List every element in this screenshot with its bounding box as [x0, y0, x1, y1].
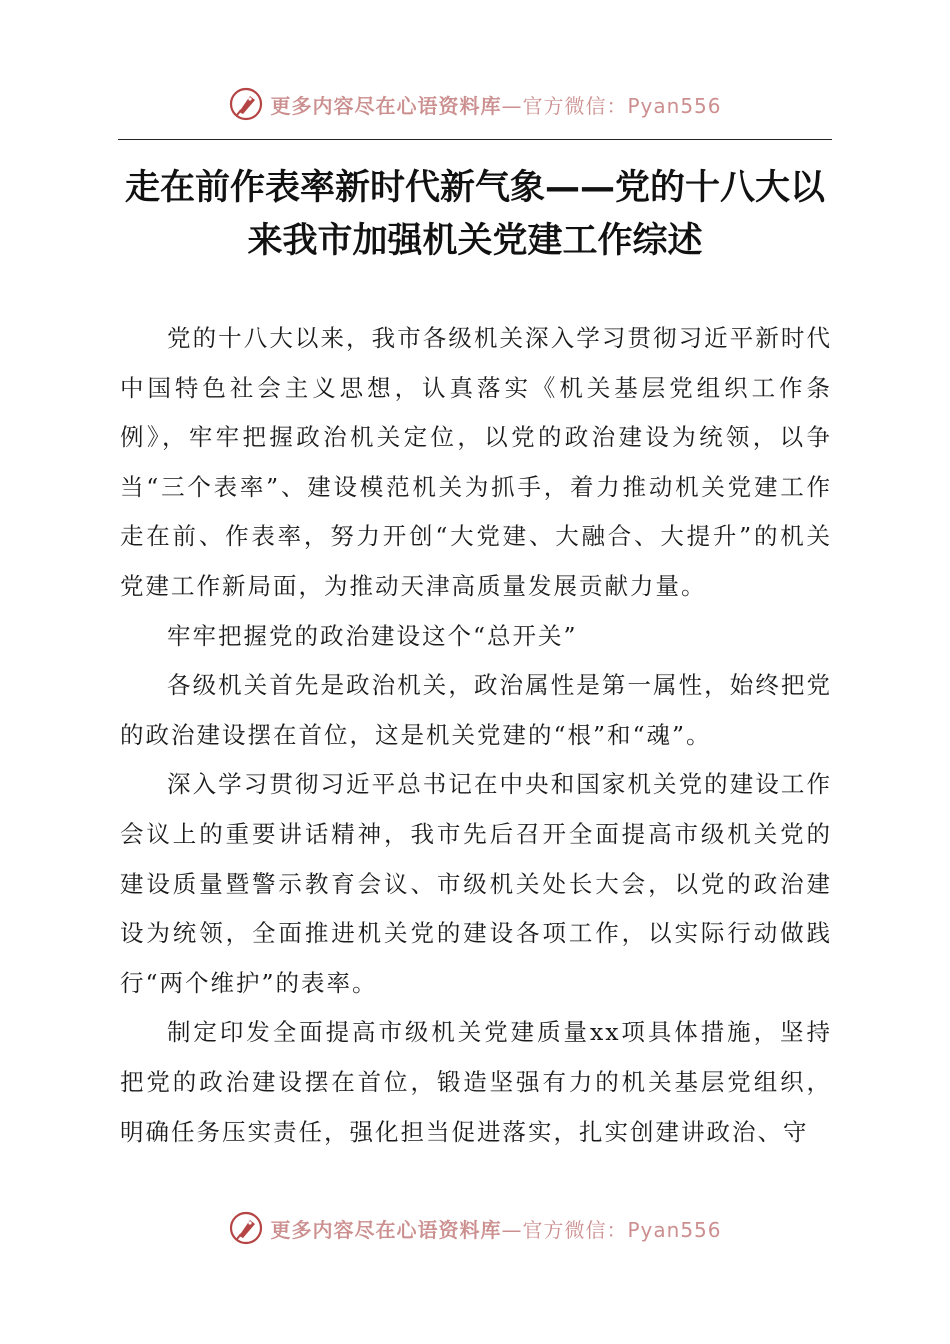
pen-nib-logo-icon	[228, 1210, 264, 1246]
document-body	[120, 314, 832, 1157]
watermark-prefix: 更多内容尽在心语资料库	[270, 93, 502, 118]
watermark-official-label: 官方微信：	[522, 1217, 628, 1242]
watermark-separator: —	[501, 93, 523, 118]
paragraph: 制定印发全面提高市级机关党建质量xx项具体措施，坚持把党的政治建设摆在首位，锻造坚强有力的机关基层党组织，明确任务压实责任，强化担当促进落实，扎实创建讲政治、守	[120, 1018, 832, 1146]
watermark-official-label: 官方微信：	[522, 93, 628, 118]
watermark-wechat-id: Pyan556	[627, 93, 722, 118]
title-line-1: 走在前作表率新时代新气象——党的十八大以	[124, 168, 825, 208]
header-watermark	[0, 82, 950, 126]
footer-watermark	[0, 1206, 950, 1250]
document-title	[100, 162, 850, 268]
section-heading: 牢牢把握党的政治建设这个“总开关”	[167, 621, 578, 650]
paragraph: 各级机关首先是政治机关，政治属性是第一属性，始终把党的政治建设摆在首位，这是机关党建的“根”和“魂”。	[120, 671, 832, 749]
pen-nib-logo-icon	[228, 86, 264, 122]
watermark-prefix: 更多内容尽在心语资料库	[270, 1217, 502, 1242]
paragraph: 深入学习贯彻习近平总书记在中央和国家机关党的建设工作会议上的重要讲话精神，我市先后召开全面提高市级机关党的建设质量暨警示教育会议、市级机关处长大会，以党的政治建设为统领，全面推进机关党的建设各项工作，以实际行动做践行“两个维护”的表率。	[120, 770, 832, 997]
header-divider	[118, 139, 832, 140]
paragraph-intro: 党的十八大以来，我市各级机关深入学习贯彻习近平新时代中国特色社会主义思想，认真落实《机关基层党组织工作条例》，牢牢把握政治机关定位，以党的政治建设为统领，以争当“三个表率”、建设模范机关为抓手，着力推动机关党建工作走在前、作表率，努力开创“大党建、大融合、大提升”的机关党建工作新局面，为推动天津高质量发展贡献力量。	[120, 324, 832, 600]
watermark-wechat-id: Pyan556	[627, 1217, 722, 1242]
watermark-separator: —	[501, 1217, 523, 1242]
title-line-2: 来我市加强机关党建工作综述	[247, 221, 703, 261]
